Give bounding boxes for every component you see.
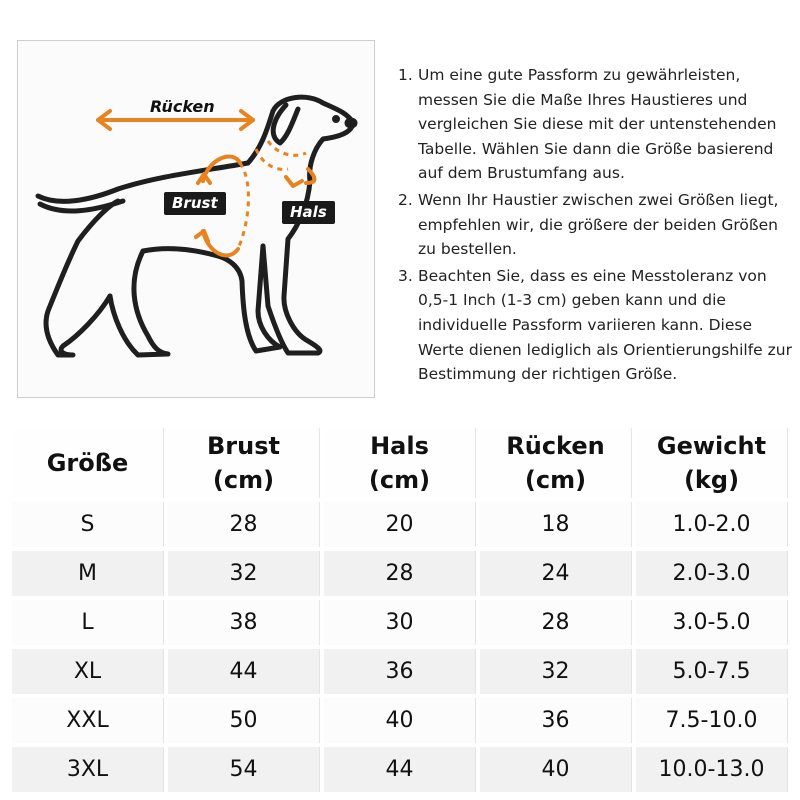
cell-back: 36 [480,698,632,743]
cell-weight: 3.0-5.0 [636,600,788,645]
cell-weight: 2.0-3.0 [636,551,788,596]
instruction-step [398,63,796,186]
instruction-number: 2. [398,190,413,209]
cell-chest: 38 [168,600,320,645]
table-row [12,698,788,743]
cell-chest: 28 [168,502,320,547]
header-weight-unit: (kg) [683,466,740,494]
table-row [12,600,788,645]
cell-neck: 44 [324,747,476,792]
cell-neck: 28 [324,551,476,596]
cell-size: M [12,551,164,596]
instruction-text: Wenn Ihr Haustier zwischen zwei Größen liegt, empfehlen wir, die größere der beiden Größen zu bestellen. [418,190,779,259]
instruction-step [398,264,796,387]
chest-measure-dashed [238,163,248,249]
cell-chest: 54 [168,747,320,792]
cell-size: XL [12,649,164,694]
cell-chest: 50 [168,698,320,743]
header-back [480,428,632,498]
cell-weight: 1.0-2.0 [636,502,788,547]
cell-neck: 40 [324,698,476,743]
header-neck [324,428,476,498]
instruction-text: Beachten Sie, dass es eine Messtoleranz von 0,5-1 Inch (1-3 cm) geben kann und die individuelle Passform variieren kann. Diese Werte dienen lediglich als Orientierungshilfe zur Bestimmung der richtigen Größe. [418,266,792,384]
cell-back: 24 [480,551,632,596]
header-chest-unit: (cm) [212,466,275,494]
table-header-row [12,428,788,498]
header-neck-label: Hals [370,432,429,460]
header-weight-label: Gewicht [656,432,767,460]
header-neck-unit: (cm) [368,466,431,494]
cell-size: XXL [12,698,164,743]
cell-weight: 10.0-13.0 [636,747,788,792]
dog-silhouette [38,97,355,355]
header-chest-label: Brust [207,432,280,460]
header-size [12,428,164,498]
cell-neck: 36 [324,649,476,694]
cell-back: 40 [480,747,632,792]
table-row [12,551,788,596]
instruction-number: 1. [398,66,413,84]
size-chart-table [8,424,792,796]
header-size-label: Größe [46,449,129,477]
header-back-unit: (cm) [524,466,587,494]
cell-weight: 5.0-7.5 [636,649,788,694]
cell-back: 32 [480,649,632,694]
table-row [12,502,788,547]
neck-label: Hals [282,201,335,224]
cell-size: 3XL [12,747,164,792]
header-back-label: Rücken [506,432,605,460]
chest-label: Brust [164,192,226,215]
cell-weight: 7.5-10.0 [636,698,788,743]
cell-chest: 44 [168,649,320,694]
cell-neck: 20 [324,502,476,547]
measurement-instructions [398,63,796,389]
table-row [12,747,788,792]
instruction-step [398,188,796,262]
header-weight [636,428,788,498]
cell-size: S [12,502,164,547]
cell-chest: 32 [168,551,320,596]
table-row [12,649,788,694]
cell-neck: 30 [324,600,476,645]
instruction-text: Um eine gute Passform zu gewährleisten, messen Sie die Maße Ihres Haustieres und vergleichen Sie diese mit der untenstehenden Tabelle. Wählen Sie dann die Größe basierend auf dem Brustumfang aus. [418,66,777,183]
instruction-number: 3. [398,266,413,285]
cell-size: L [12,600,164,645]
dog-measurement-figure [17,40,375,398]
header-chest [168,428,320,498]
cell-back: 28 [480,600,632,645]
cell-back: 18 [480,502,632,547]
back-label: Rücken [150,97,215,116]
